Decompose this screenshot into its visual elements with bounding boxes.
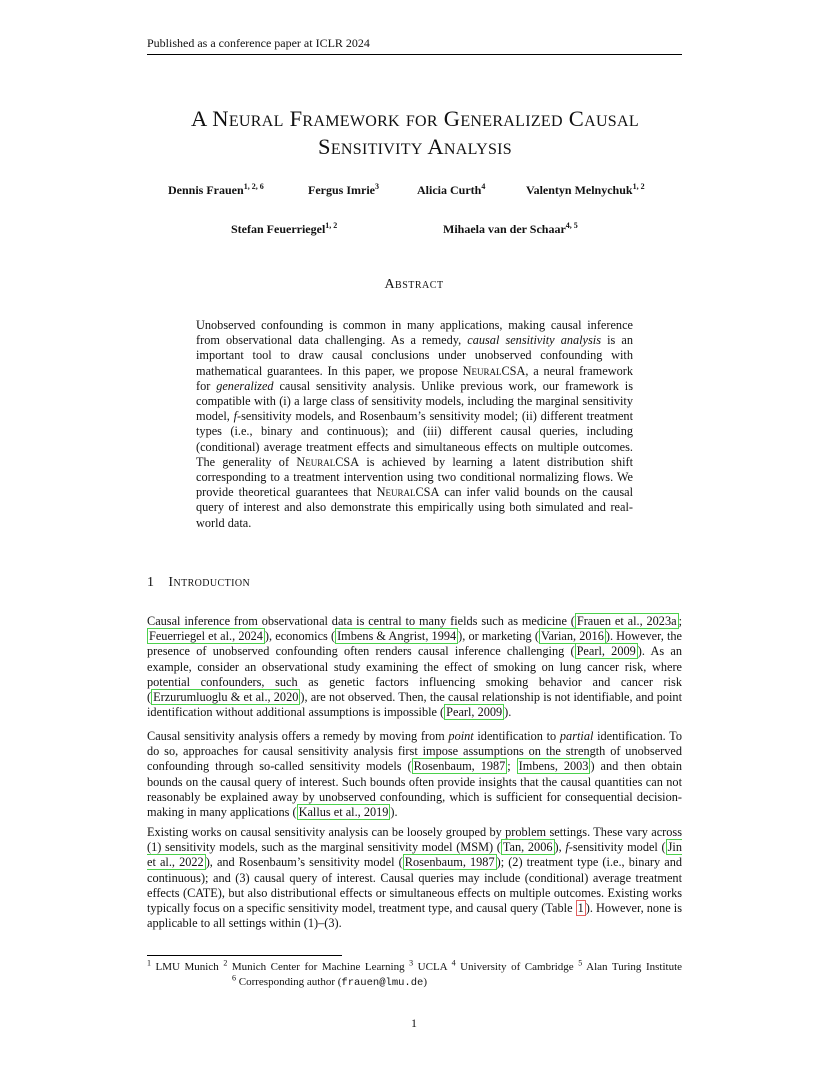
abstract-heading: Abstract (384, 277, 444, 292)
citation-link[interactable]: Pearl, 2009 (446, 705, 503, 720)
citation-link[interactable]: Imbens & Angrist, 1994 (337, 629, 457, 644)
footnote-rule (147, 955, 342, 956)
author: Alicia Curth$^4$ (417, 182, 486, 197)
affiliations-footnote: $^1$ LMU Munich $^2$ Munich Center for Machine Learning $^3$ UCLA $^4$ University of Cambridge $^5$ Alan Turing Institute$^6$ Corresponding author (frauen@lmu.de) (147, 958, 683, 989)
table-reference-link[interactable]: 1 (577, 901, 584, 916)
paragraph-2: Causal sensitivity analysis offers a remedy by moving from point identification to partial identification. To do so, approaches for causal sensitivity analysis first impose assumptions on the strength of unobserved confounding through so-called sensitivity models ( Rosenbaum, 1987 ; Imbens, 2003 ) and then obtain bounds on the causal query of interest. Such bounds often provide insights that the causal quantities can not reasonably be explained away by unobserved confounding, which is sufficient for consequential decision-making in many applications ( Kallus et al., 2019 ). (147, 729, 683, 820)
author: Stefan Feuerriegel$^{1, 2}$ (231, 221, 338, 236)
header-rule (147, 54, 682, 55)
citation-link[interactable]: Pearl, 2009 (576, 644, 636, 659)
citation-link[interactable]: Rosenbaum, 1987 (413, 759, 506, 774)
citation-link[interactable]: Erzurumluoglu & et al., 2020 (153, 690, 299, 705)
title-line-1: A Neural Framework for Generalized Causal (191, 106, 639, 131)
author: Fergus Imrie$^3$ (308, 182, 379, 197)
citation-link[interactable]: Jin et al., 2022 (147, 840, 682, 870)
citation-link[interactable]: Feuerriegel et al., 2024 (149, 629, 263, 644)
citation-link[interactable]: Imbens, 2003 (518, 759, 589, 774)
citation-link[interactable]: Tan, 2006 (502, 840, 553, 855)
citation-link[interactable]: Varian, 2016 (540, 629, 604, 644)
citation-link[interactable]: Rosenbaum, 1987 (404, 855, 495, 870)
section-heading-introduction: 1 Introduction (147, 575, 251, 590)
author: Dennis Frauen$^{1, 2, 6}$ (168, 182, 264, 197)
citation-link[interactable]: Frauen et al., 2023a (576, 614, 677, 628)
abstract-body: Unobserved confounding is common in many applications, making causal inference from observational data challenging. As a remedy, causal sensitivity analysis is an important tool to draw causal conclusions under unobserved confounding with mathematical guarantees. In this paper, we propose NeuralCSA, a neural framework for generalized causal sensitivity analysis. Unlike previous work, our framework is compatible with (i) a large class of sensitivity models, including the marginal sensitivity model, f-sensitivity models, and Rosenbaum’s sensitivity model; (ii) different treatment types (i.e., binary and continuous); and (iii) different causal queries, including (conditional) average treatment effects and simultaneous effects on multiple outcomes. The generality of NeuralCSA is achieved by learning a latent distribution shift corresponding to a treatment intervention using two conditional normalizing flows. We provide theoretical guarantees that NeuralCSA can infer valid bounds on the causal query of interest and also demonstrate this empirically using both simulated and real-world data. (196, 318, 634, 530)
paper-title (120, 105, 710, 161)
running-header: Published as a conference paper at ICLR 2024 (147, 36, 370, 50)
author: Valentyn Melnychuk$^{1, 2}$ (526, 182, 645, 197)
paragraph-1: Causal inference from observational data is central to many fields such as medicine ( Frauen et al., 2023a ; Feuerriegel et al., 2024 ), economics ( Imbens & Angrist, 1994 ), or marketing ( Varian, 2016 ). However, the presence of unobserved confounding often renders causal inference challenging ( Pearl, 2009 ). As an example, consider an observational study examining the effect of smoking on lung cancer risk, where potential confounders, such as genetic factors influencing smoking behavior and cancer risk ( Erzurumluoglu & et al., 2020 ), are not observed. Then, the causal relationship is not identifiable, and point identification without additional assumptions is impossible ( Pearl, 2009 ). (147, 614, 682, 720)
email-link[interactable]: frauen@lmu.de (341, 977, 424, 989)
page-number: 1 (411, 1016, 417, 1030)
citation-link[interactable]: Kallus et al., 2019 (298, 805, 389, 820)
title-line-2: Sensitivity Analysis (318, 134, 512, 159)
paragraph-3: Existing works on causal sensitivity analysis can be loosely grouped by problem settings. These vary across (1) sensitivity models, such as the marginal sensitivity model (MSM) ( Tan, 2006 ), f-sensitivity model ( Jin et al., 2022 ), and Rosenbaum’s sensitivity model ( Rosenbaum, 1987 ); (2) treatment type (i.e., binary and continuous); and (3) causal query of interest. Causal queries may include (conditional) average treatment effects (CATE), but also distributional effects or simultaneous effects on multiple outcomes. Existing works typically focus on a specific sensitivity model, treatment type, and causal query (Table 1 ). However, none is applicable to all settings within (1)–(3). (147, 825, 682, 931)
method-name: NeuralCSA (462, 363, 526, 378)
author: Mihaela van der Schaar$^{4, 5}$ (443, 221, 578, 236)
